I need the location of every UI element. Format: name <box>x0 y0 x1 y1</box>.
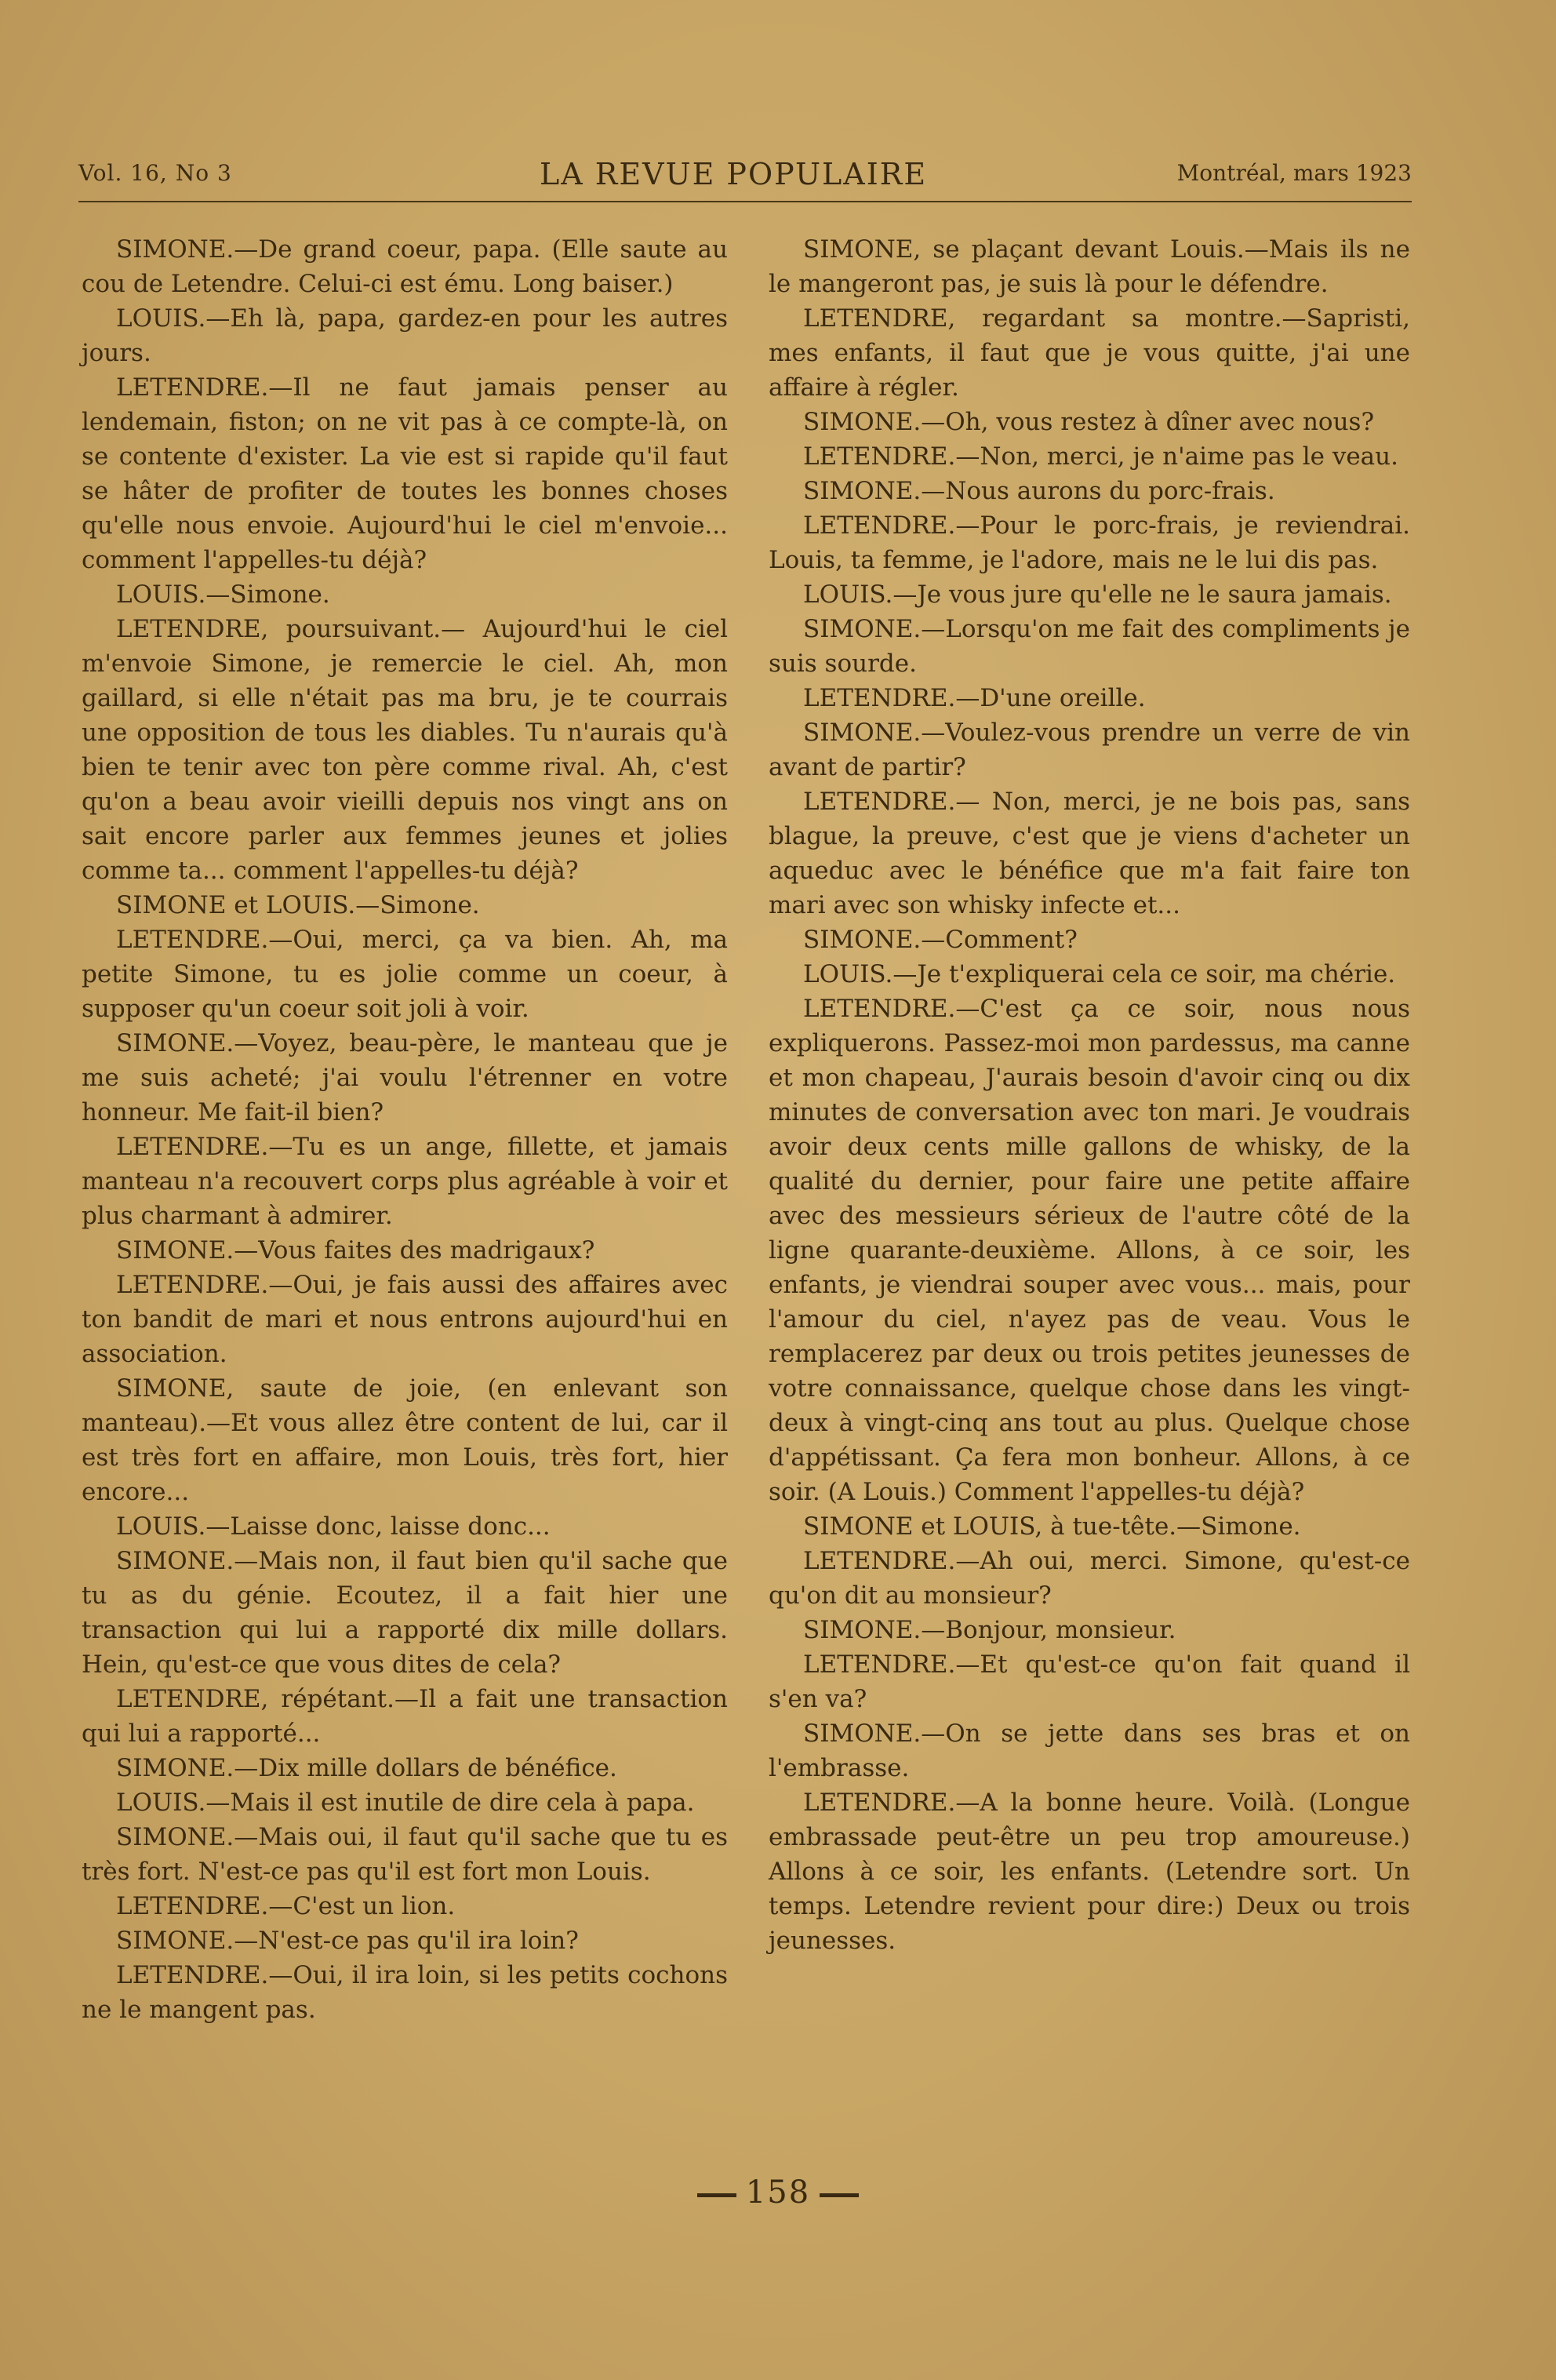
dialogue-paragraph: LETENDRE, poursuivant.— Aujourd'hui le ciel m'envoie Simone, je remercie le ciel. Ah, mon gaillard, si elle n'était pas ma bru, je te courrais une opposition de tous les diables. Tu n'aurais qu'à bien te tenir avec ton père comme rival. Ah, c'est qu'on a beau avoir vieilli depuis nos vingt ans on sait encore parler aux femmes jeunes et jolies comme ta... comment l'appelles-tu déjà? <box>82 615 728 885</box>
dialogue-paragraph: LETENDRE.— Non, merci, je ne bois pas, sans blague, la preuve, c'est que je viens d'acheter un aqueduc avec le bénéfice que m'a fait faire ton mari avec son whisky infecte et... <box>769 788 1410 919</box>
header-rule <box>78 201 1412 202</box>
dialogue-paragraph: SIMONE.—Mais oui, il faut qu'il sache que tu es très fort. N'est-ce pas qu'il est fort mon Louis. <box>82 1823 728 1886</box>
page-number: 158 <box>745 2174 811 2211</box>
dialogue-paragraph: SIMONE, saute de joie, (en enlevant son manteau).—Et vous allez être content de lui, car il est très fort en affaire, mon Louis, très fort, hier encore... <box>82 1374 728 1506</box>
page-header <box>78 154 1412 201</box>
footer-dash-right <box>820 2193 859 2197</box>
dialogue-paragraph: SIMONE.—N'est-ce pas qu'il ira loin? <box>116 1927 579 1955</box>
dialogue-paragraph: LETENDRE.—C'est un lion. <box>116 1892 456 1920</box>
dialogue-paragraph: SIMONE, se plaçant devant Louis.—Mais ils ne le mangeront pas, je suis là pour le défendre. <box>769 235 1410 298</box>
issue-date: Montréal, mars 1923 <box>1176 160 1412 186</box>
dialogue-paragraph: SIMONE.—De grand coeur, papa. (Elle saute au cou de Letendre. Celui-ci est ému. Long baiser.) <box>82 235 728 298</box>
dialogue-paragraph: LOUIS.—Simone. <box>116 580 330 609</box>
dialogue-paragraph: LETENDRE, répétant.—Il a fait une transaction qui lui a rapporté... <box>82 1685 728 1748</box>
dialogue-paragraph: LETENDRE.—Oui, il ira loin, si les petits cochons ne le mangent pas. <box>82 1961 728 2024</box>
dialogue-paragraph: LETENDRE.—C'est ça ce soir, nous nous expliquerons. Passez-moi mon pardessus, ma canne et mon chapeau, J'aurais besoin d'avoir cinq ou dix minutes de conversation avec ton mari. Je voudrais avoir deux cents mille gallons de whisky, de la qualité du dernier, pour faire une petite affaire avec des messieurs sérieux de l'autre côté de la ligne quarante-deuxième. Allons, à ce soir, les enfants, je viendrai souper avec vous... mais, pour l'amour du ciel, n'ayez pas de veau. Vous le remplacerez par deux ou trois petites jeunesses de votre connaissance, quelque chose dans les vingt-deux à vingt-cinq ans tout au plus. Quelque chose d'appétissant. Ça fera mon bonheur. Allons, à ce soir. (A Louis.) Comment l'appelles-tu déjà? <box>769 995 1410 1506</box>
dialogue-paragraph: SIMONE.—Nous aurons du porc-frais. <box>803 477 1275 505</box>
dialogue-paragraph: LETENDRE.—Tu es un ange, fillette, et jamais manteau n'a recouvert corps plus agréable à voir et plus charmant à admirer. <box>82 1133 728 1230</box>
dialogue-paragraph: LETENDRE, regardant sa montre.—Sapristi, mes enfants, il faut que je vous quitte, j'ai une affaire à régler. <box>769 304 1410 402</box>
footer-dash-left <box>697 2193 736 2197</box>
dialogue-paragraph: LETENDRE.—Non, merci, je n'aime pas le veau. <box>803 442 1398 471</box>
left-column <box>82 232 728 2027</box>
volume-number: Vol. 16, No 3 <box>78 160 232 186</box>
page-footer <box>0 2174 1556 2211</box>
dialogue-paragraph: LOUIS.—Eh là, papa, gardez-en pour les autres jours. <box>82 304 728 367</box>
right-column <box>769 232 1410 1958</box>
dialogue-paragraph: LETENDRE.—Et qu'est-ce qu'on fait quand il s'en va? <box>769 1650 1410 1713</box>
dialogue-paragraph: SIMONE.—Mais non, il faut bien qu'il sache que tu as du génie. Ecoutez, il a fait hier une transaction qui lui a rapporté dix mille dollars. Hein, qu'est-ce que vous dites de cela? <box>82 1547 728 1679</box>
dialogue-paragraph: SIMONE.—Voulez-vous prendre un verre de vin avant de partir? <box>769 719 1410 781</box>
dialogue-paragraph: SIMONE.—Lorsqu'on me fait des compliments je suis sourde. <box>769 615 1410 678</box>
dialogue-paragraph: LOUIS.—Mais il est inutile de dire cela à papa. <box>116 1789 695 1817</box>
dialogue-paragraph: LOUIS.—Laisse donc, laisse donc... <box>116 1512 551 1541</box>
dialogue-paragraph: LETENDRE.—Oui, merci, ça va bien. Ah, ma petite Simone, tu es jolie comme un coeur, à supposer qu'un coeur soit joli à voir. <box>82 926 728 1023</box>
dialogue-paragraph: SIMONE et LOUIS.—Simone. <box>116 891 480 919</box>
dialogue-paragraph: LETENDRE.—A la bonne heure. Voilà. (Longue embrassade peut-être un peu trop amoureuse.) Allons à ce soir, les enfants. (Letendre sort. Un temps. Letendre revient pour dire:) Deux ou trois jeunesses. <box>769 1789 1410 1955</box>
dialogue-paragraph: SIMONE.—Bonjour, monsieur. <box>803 1616 1176 1644</box>
dialogue-paragraph: SIMONE et LOUIS, à tue-tête.—Simone. <box>803 1512 1301 1541</box>
dialogue-paragraph: LETENDRE.—Ah oui, merci. Simone, qu'est-ce qu'on dit au monsieur? <box>769 1547 1410 1610</box>
dialogue-paragraph: LOUIS.—Je t'expliquerai cela ce soir, ma chérie. <box>803 960 1396 988</box>
dialogue-paragraph: SIMONE.—On se jette dans ses bras et on l'embrasse. <box>769 1719 1410 1782</box>
dialogue-paragraph: SIMONE.—Comment? <box>803 926 1078 954</box>
dialogue-paragraph: SIMONE.—Dix mille dollars de bénéfice. <box>116 1754 617 1782</box>
dialogue-paragraph: LETENDRE.—Pour le porc-frais, je reviendrai. Louis, ta femme, je l'adore, mais ne le lui dis pas. <box>769 511 1410 574</box>
dialogue-paragraph: SIMONE.—Voyez, beau-père, le manteau que je me suis acheté; j'ai voulu l'étrenner en votre honneur. Me fait-il bien? <box>82 1029 728 1126</box>
dialogue-paragraph: SIMONE.—Oh, vous restez à dîner avec nous? <box>803 408 1375 436</box>
dialogue-paragraph: SIMONE.—Vous faites des madrigaux? <box>116 1236 595 1265</box>
dialogue-paragraph: LETENDRE.—Oui, je fais aussi des affaires avec ton bandit de mari et nous entrons aujourd'hui en association. <box>82 1271 728 1368</box>
dialogue-paragraph: LETENDRE.—D'une oreille. <box>803 684 1146 712</box>
dialogue-paragraph: LETENDRE.—Il ne faut jamais penser au lendemain, fiston; on ne vit pas à ce compte-là, on se contente d'exister. La vie est si rapide qu'il faut se hâter de profiter de toutes les bonnes choses qu'elle nous envoie. Aujourd'hui le ciel m'envoie... comment l'appelles-tu déjà? <box>82 373 728 574</box>
magazine-title: LA REVUE POPULAIRE <box>540 157 928 191</box>
dialogue-paragraph: LOUIS.—Je vous jure qu'elle ne le saura jamais. <box>803 580 1392 609</box>
